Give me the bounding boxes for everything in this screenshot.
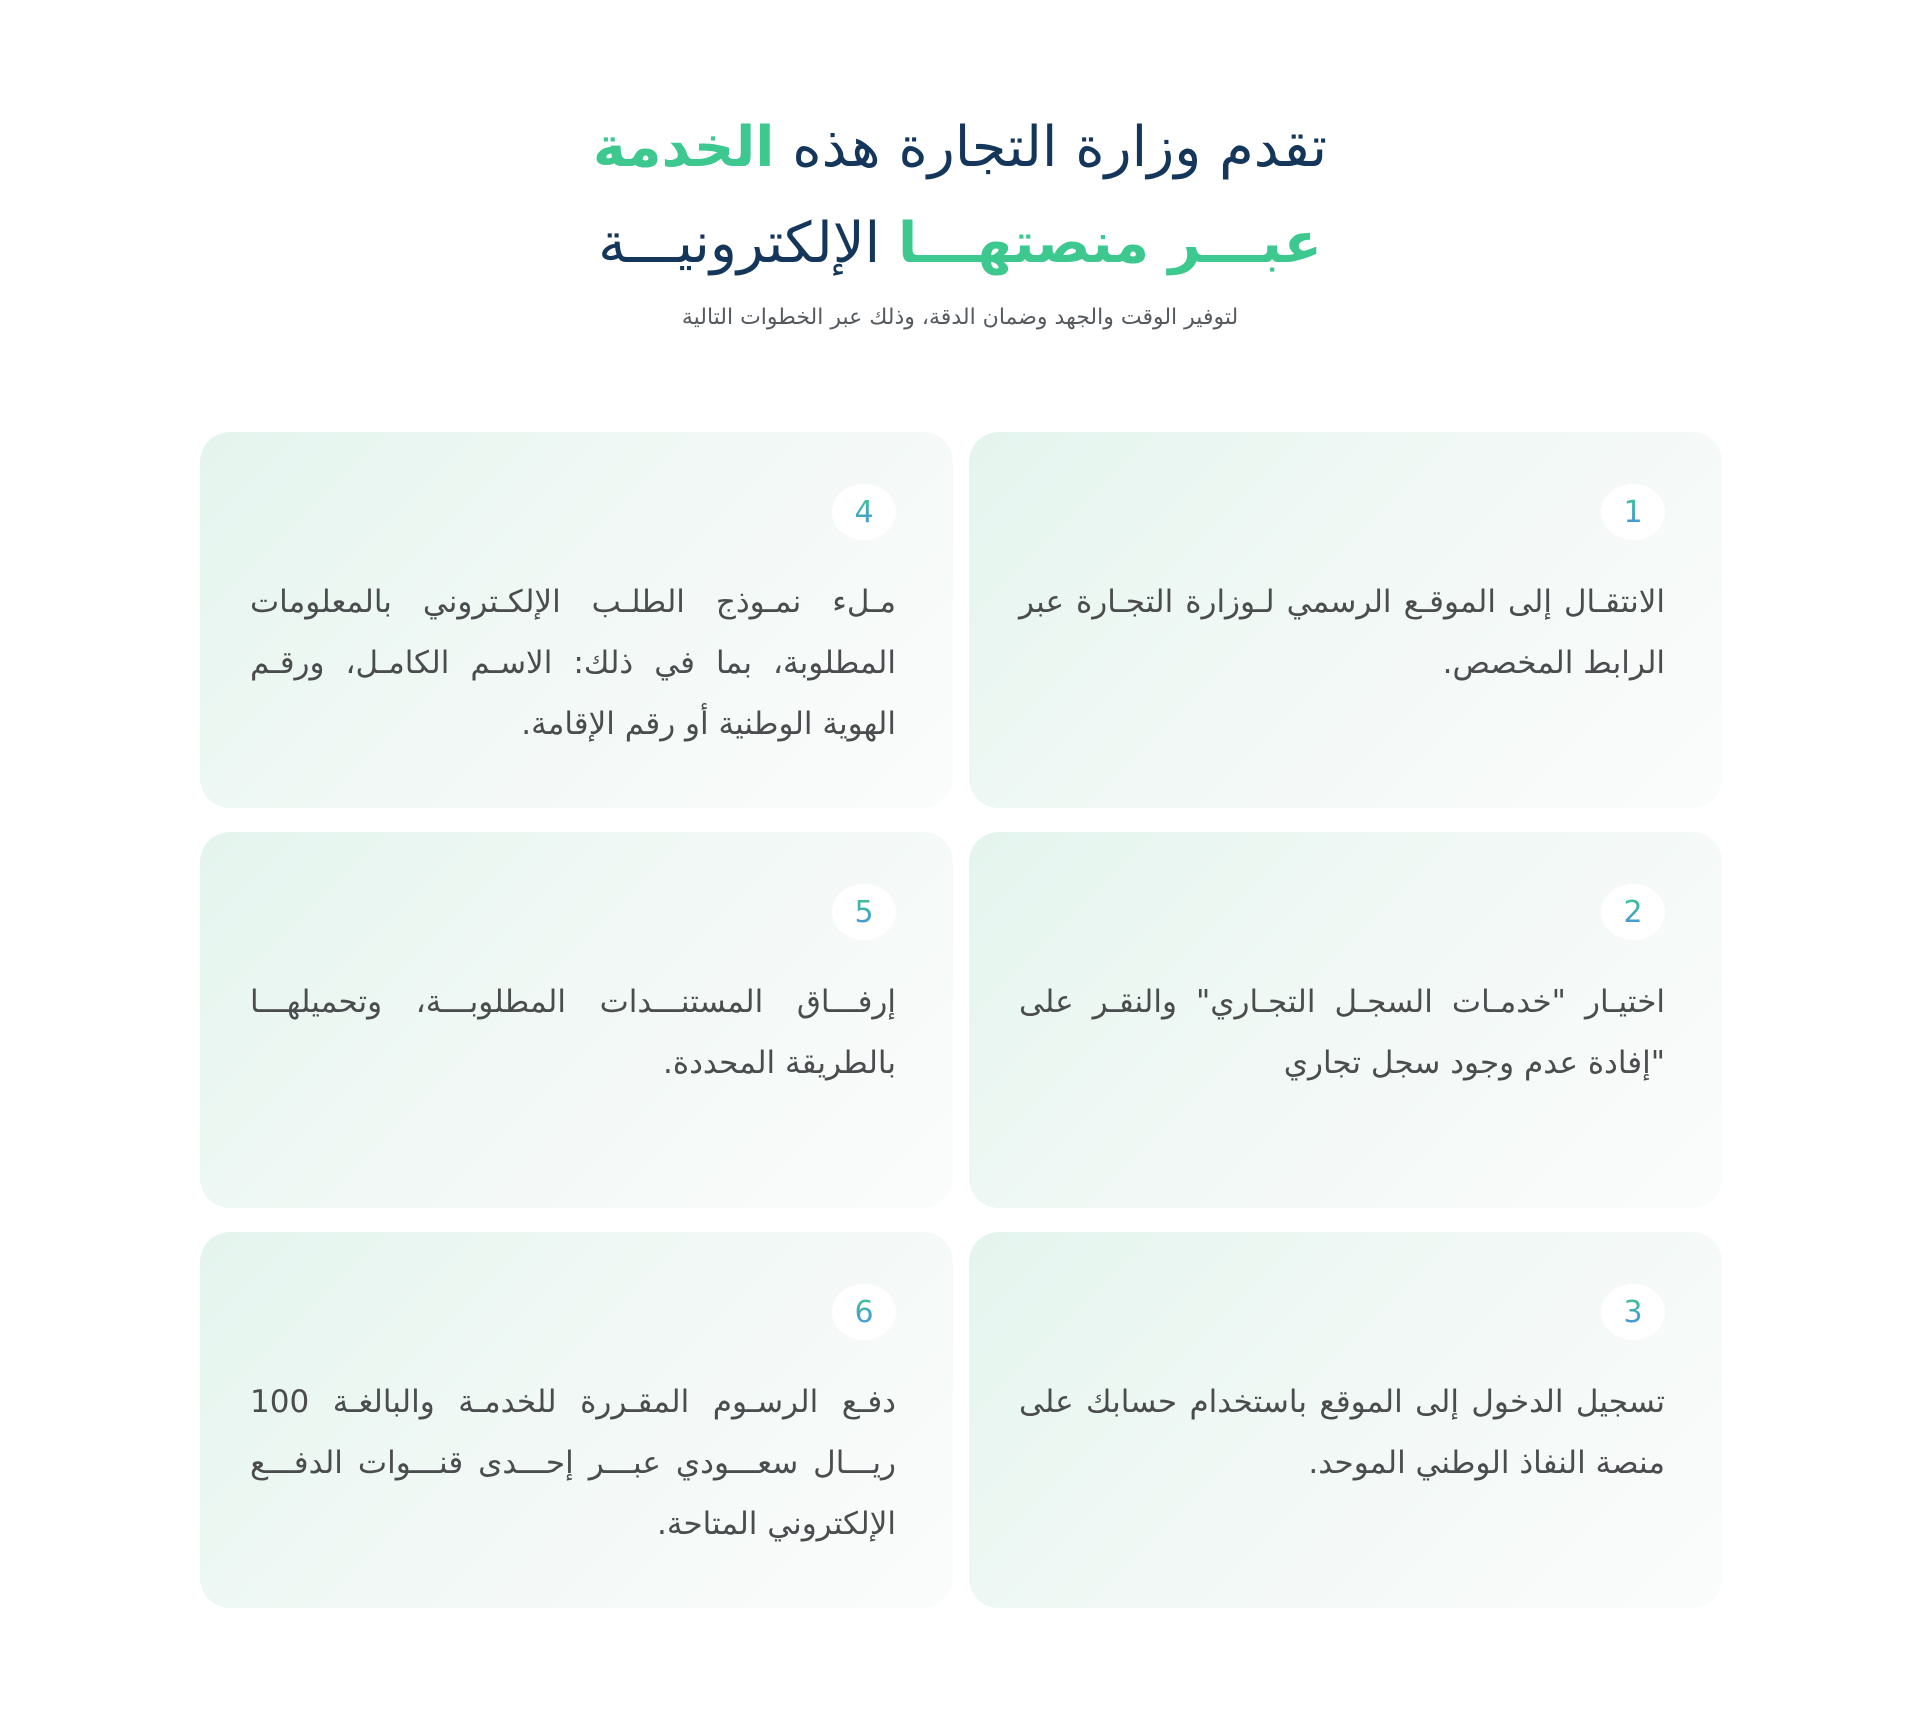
title-line1-text: تقدم وزارة التجارة هذه xyxy=(774,115,1328,180)
step-number-badge xyxy=(1601,884,1665,940)
page-title xyxy=(0,100,1920,292)
step-card-6 xyxy=(200,1232,953,1608)
step-card-1 xyxy=(969,432,1722,808)
step-number-badge xyxy=(832,1284,896,1340)
step-number: 6 xyxy=(854,1294,874,1330)
step-number-badge xyxy=(1601,484,1665,540)
title-line-1 xyxy=(0,100,1920,196)
step-number: 4 xyxy=(854,494,874,530)
step-card-4 xyxy=(200,432,953,808)
step-text: اختيـار "خدمـات السجـل التجـاري" والنقـر على "إفادة عدم وجود سجل تجاري xyxy=(1019,984,1665,1081)
step-card-2 xyxy=(969,832,1722,1208)
step-number-badge xyxy=(832,884,896,940)
hero-section xyxy=(0,100,1920,334)
step-text: دفـع الرسـوم المقـررة للخدمـة والبالغـة 100 ريـــال سعـــودي عبـــر إحـــدى قنـــوات الدفـــع الإلكتروني المتاحة. xyxy=(250,1384,896,1542)
title-line2-accent: عبـــر منصتهـــا xyxy=(898,211,1322,276)
step-number: 3 xyxy=(1623,1294,1643,1330)
step-text: الانتقـال إلى الموقـع الرسمي لـوزارة التجـارة عبر الرابط المخصص. xyxy=(1019,584,1665,681)
steps-grid xyxy=(200,432,1722,1608)
step-number-badge xyxy=(832,484,896,540)
step-number-badge xyxy=(1601,1284,1665,1340)
title-line-2 xyxy=(0,196,1920,292)
title-line1-accent: الخدمة xyxy=(592,115,775,180)
step-text: إرفـــاق المستنـــدات المطلوبـــة، وتحميلهـــا بالطريقة المحددة. xyxy=(250,984,896,1081)
step-card-3 xyxy=(969,1232,1722,1608)
step-text: تسجيل الدخول إلى الموقع باستخدام حسابك على منصة النفاذ الوطني الموحد. xyxy=(1019,1384,1665,1481)
step-card-5 xyxy=(200,832,953,1208)
title-line2-text: الإلكترونيـــة xyxy=(598,211,898,276)
step-number: 2 xyxy=(1623,894,1643,930)
page-subtitle: لتوفير الوقت والجهد وضمان الدقة، وذلك عبر الخطوات التالية xyxy=(681,305,1239,330)
step-text: مـلء نمـوذج الطلـب الإلكـتروني بالمعلومات المطلوبة، بما في ذلك: الاسـم الكامـل، ورقـم الهوية الوطنية أو رقم الإقامة. xyxy=(250,584,896,742)
step-number: 5 xyxy=(854,894,874,930)
step-number: 1 xyxy=(1623,494,1643,530)
